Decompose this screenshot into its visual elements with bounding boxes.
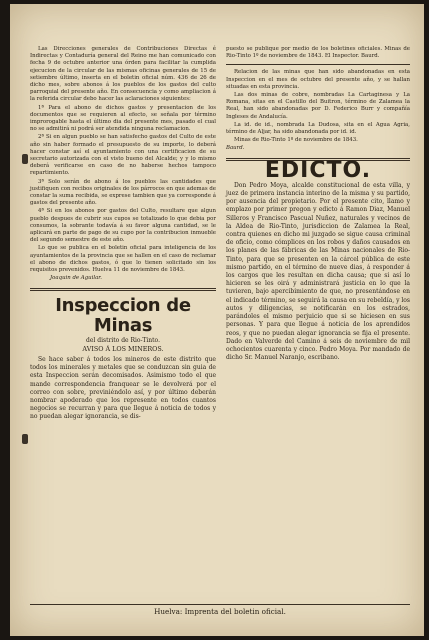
circular-point-2: 2ª Si en algun pueblo se han satisfecho gastos del Culto de este año sin haber formado el presupuesto de su importe, lo deberá hacer constar así el ayuntamiento con una certificacion de su secretario autorizada con el visto bueno del Alcalde; y y lo mismo deberá verificarse en caso de no haberse hechos tampoco repartimiento. (30, 134, 216, 177)
mines-subheading: del distrito de Rio-Tinto. (86, 336, 160, 344)
left-column (30, 46, 216, 423)
abandoned-mines-relation: Relacion de las minas que han sido abandonadas en esta Inspeccion en el mes de octubre del presente año, y se hallan situadas en esta provincia. (226, 69, 410, 90)
relation-date: Minas de Rio-Tinto 1º de noviembre de 1843. (234, 137, 358, 144)
circular-point-4: 4ª Si en los abonos por gastos del Culto, resultare que algun pueblo despues de cubrir sus cupos se totalizado lo que debia por consumos, la sobrante todavía á su favor alguna cantidad, se le aplicará en parte de pago de su cupo por la contribucion inmueble del segundo semestre de este año. (30, 208, 216, 244)
abandoned-mine-item: Las dos minas de cobre, nombradas La Cartaginesa y La Romana, sitas en el Castillo del Buitron, término de Zalamea la Real, han sido abandonadas por D. Federico Burr y compañía Ingleses de Andalucía. (226, 92, 410, 120)
circular-closing: Lo que se publica en el boletin oficial para inteligencia de los ayuntamientos de la provincia que se hallen en el caso de reclamar el abono de dichos gastos, ó que lo tienen solicitado sin los requisitos prevenidos. Huelva 11 de noviembre de 1843. (30, 245, 216, 274)
signature-aguilar: Joaquin de Aguilar. (50, 275, 102, 282)
binding-hole (22, 434, 28, 444)
circular-point-3: 3ª Solo serán de abono á los pueblos las cantidades que justifiquen con recibos originales de los párrocos en que ademas de constar la suma recibida, se exprese tambien que ya corresponde á gastos del presente año. (30, 178, 216, 207)
section-divider (30, 288, 216, 291)
mines-notice-continuation: puesto se publique por medio de los boletines oficiales. Minas de Rio-Tinto 1º de noviembre de 1843. El Inspector. Baurd. (226, 46, 410, 60)
mines-heading: Inspeccion de Minas (55, 294, 191, 336)
mines-notice-text: Se hace saber á todos los mineros de este distrito que todos los minerales y metales que se conduzcan sin guia de esta Inspeccion serán decomisados. Asimismo todo el que mande correspondencia franquear se le devolverá por el correo con sobre, previniéndolo así, y por último deberán nombrar apoderado que los represente en todos cuantos negocios se recurran y para que llegue á noticia de todos y no puedan alegar ignorancia, se dis- (30, 355, 216, 421)
abandoned-mine-item: La id. de id., nombrada La Dudosa, sita en el Agua Agria, término de Aljar, ha sido abandonada por id. id. (226, 121, 410, 136)
circular-point-1: 1ª Para el abono de dichos gastos y presentacion de los documentos que se requieren al efecto, se señala por término improrogable hasta el último dia del presente mes, pasado el cual no se admitirá ni podrá ser atendida ninguna reclamacion. (30, 104, 216, 133)
printer-imprint: Huelva: Imprenta del boletin oficial. (30, 604, 410, 616)
section-divider (226, 64, 410, 65)
edicto-title: EDICTO. (264, 157, 372, 183)
circular-intro: Las Direcciones generales de Contribuciones Directas é Indirectas y Contaduría general del Reino me han comunicado con fecha 9 de octubre anterior una órden para facilitar la cumplida ejecucion de la circular de las mismas oficinas generales de 15 de setiembre último, inserta en el boletin oficial núm. 436 de 26 de dicho mes, sobre abonos á los pueblos de los gastos del culto parroquial del presente año. En consecuencia y como ampliacion á la referida circular debo hacer las aclaraciones siguientes: (30, 46, 216, 103)
right-column (226, 46, 410, 363)
signature-baurd: Baurd. (226, 145, 245, 152)
edicto-text: Don Pedro Moya, alcalde constitucional de esta villa, y juez de primera instancia interino de la misma y su partido, por ausencia del propietario. Por el presente cito, llamo y emplazo por primer pregon y edicto á Ramon Diaz, Manuel Silleros y Francisco Pascual Nuñez, naturales y vecinos de la Aldea de Rio-Tinto, jurisdiccion de Zalamea la Real, contra quienes en dicho mi juzgado se sigue causa criminal de oficio, como cómplices en los robos y daños causados en los planes de las fábricas de las Minas nacionales de Rio-Tinto, para que se presenten en la cárcel pública de este mismo partido, en el término de nueve dias, á responder á los cargos que les resultan en dicha causa; que si así lo hicieren se les oirá y administrará justicia en lo que la tuvieren, bajo apercibimiento de que, no presentándose en el indicado término, se seguirá la causa en su rebeldía, y los autos y diligencias, se notificarán en los estrados, parándoles el mismo perjuicio que si se hiciesen en sus personas. Y para que llegue á noticia de los aprendidos reos, y que no puedan alegar ignorancia se fija el presente. Dado en Valverde del Camino á seis de noviembre de mil ochocientos cuarenta y cinco. Pedro Moya. Por mandado de dicho Sr. Manuel Naranjo, escribano. (226, 181, 410, 362)
mines-notice-title: AVISO Á LOS MINEROS. (82, 344, 164, 353)
binding-hole (22, 154, 28, 164)
